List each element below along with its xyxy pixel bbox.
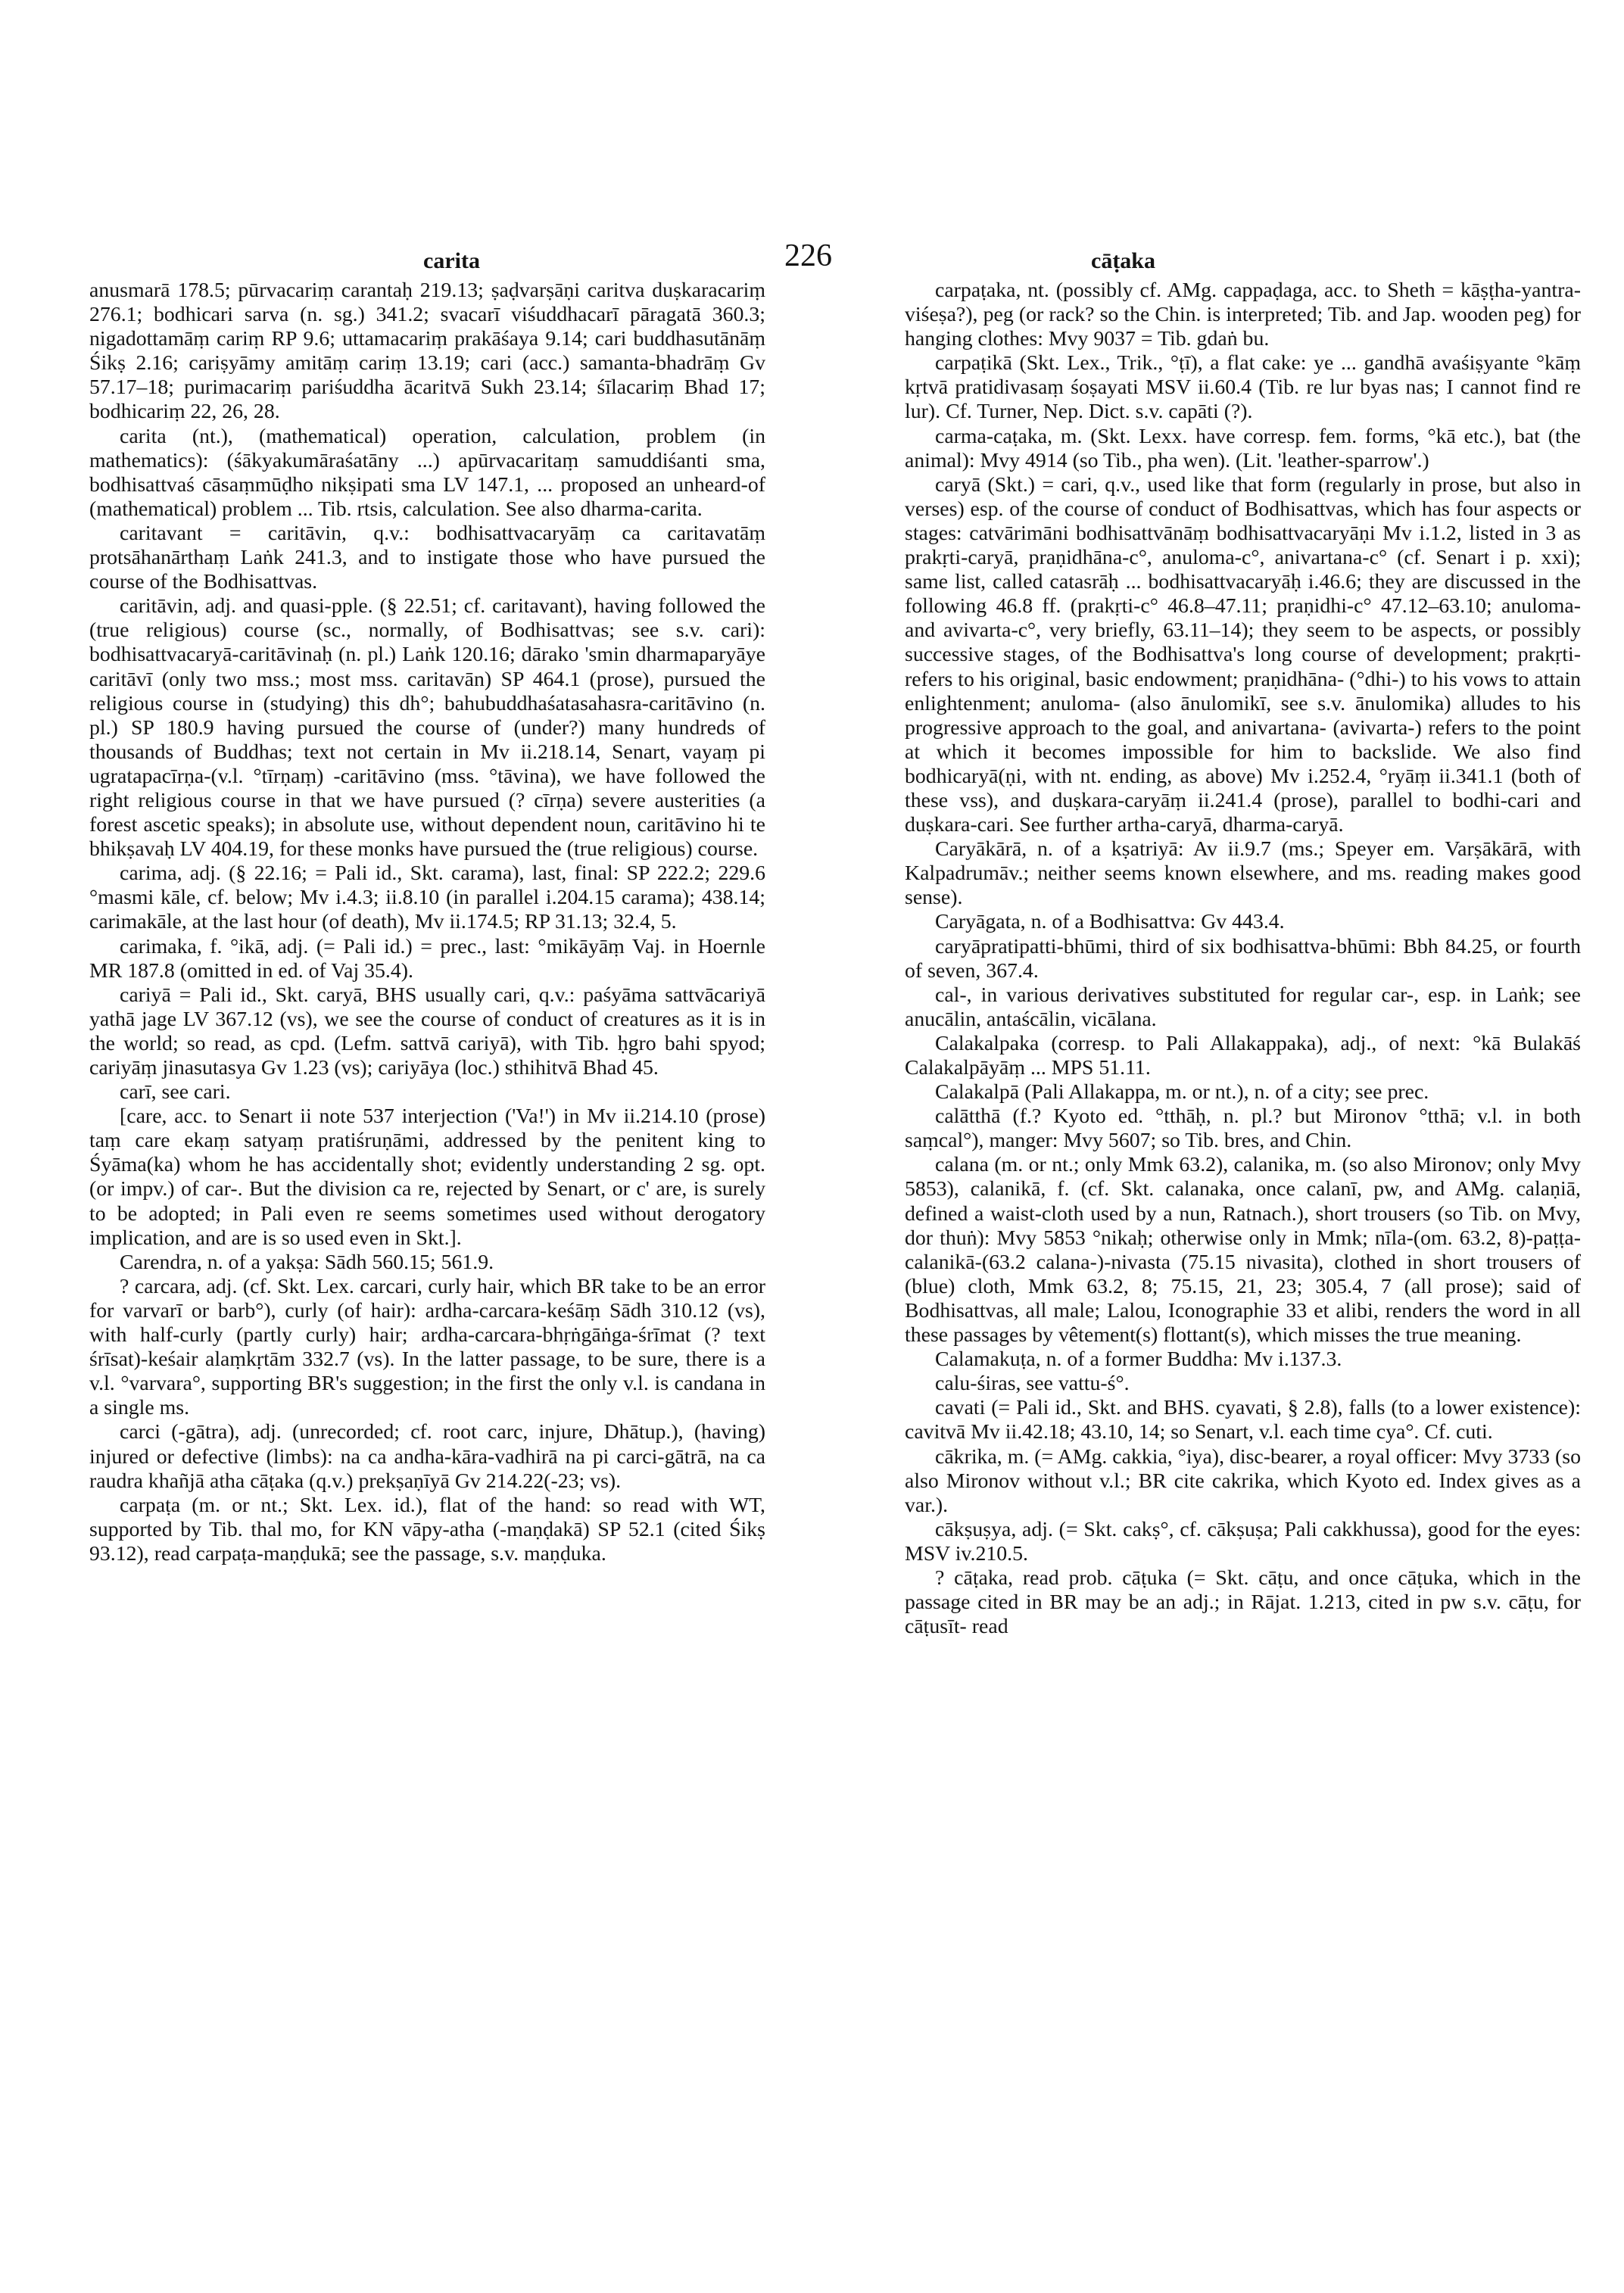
entry: caritavant = caritāvin, q.v.: bodhisattvacaryāṃ ca caritavatāṃ protsāhanārthaṃ Laṅk 241.3, and to instigate those who have pursued the course of the Bodhisattvas. [89, 521, 765, 594]
entry: calu-śiras, see vattu-ś°. [935, 1372, 1130, 1396]
left-column [89, 279, 765, 1566]
entry: anusmarā 178.5; pūrvacariṃ carantaḥ 219.13; ṣaḍvarṣāṇi caritva duṣkaracariṃ 276.1; bodhicari sarva (n. sg.) 341.2; svacarī viśuddhacarī pāragatā 360.3; nigadottamāṃ cariṃ RP 9.6; uttamacariṃ prakāśaya 9.14; cari buddhasutānāṃ Śikṣ 2.16; cariṣyāmy amitāṃ cariṃ 13.19; cari (acc.) samanta-bhadrāṃ Gv 57.17–18; purimacariṃ pariśuddha ācaritvā Sukh 23.14; śīlacariṃ Bhad 17; bodhicariṃ 22, 26, 28. [89, 279, 765, 424]
running-head-left: carita [423, 248, 480, 273]
entry: carita (nt.), (mathematical) operation, calculation, problem (in mathematics): (śākyakumāraśatāny ...) apūrvacaritaṃ samuddiśanti sma, bodhisattvaś cāsaṃmūḍho nikṣipati sma LV 147.1, ... proposed an unheard-of (mathematical) problem ... Tib. rtsis, calculation. See also dharma-carita. [89, 424, 765, 521]
entry: calana (m. or nt.; only Mmk 63.2), calanika, m. (so also Mironov; only Mvy 5853), calanikā, f. (cf. Skt. calanaka, once calanī, pw, and AMg. calaṇiā, defined a waist-cloth used by a nun, Ratnach.), short trousers (so Tib. on Mvy, dor thuṅ): Mvy 5853 °nikaḥ; otherwise only in Mmk; nīla-(om. 63.2, 8)-paṭṭa-calanikā-(63.2 calana-)-nivasta (75.15 nivasita), clothed in short trousers of (blue) cloth, Mmk 63.2, 8; 75.15, 21, 23; 305.4, 7 (all prose); said of Bodhisattvas, all male; Lalou, Iconographie 33 et alibi, renders the word in all these passages by vêtement(s) flottant(s), which misses the true meaning. [905, 1153, 1581, 1347]
entry: ? carcara, adj. (cf. Skt. Lex. carcari, curly hair, which BR take to be an error for varvarī or barb°), curly (of hair): ardha-carcara-keśāṃ Sādh 310.12 (vs), with half-curly (partly curly) hair; ardha-carcara-bhṛṅgāṅga-śrīmat (? text śrīsat)-keśair alaṃkṛtām 332.7 (vs). In the latter passage, to be sure, there is a v.l. °varvara°, supporting BR's suggestion; in the first the only v.l. is candana in a single ms. [89, 1274, 765, 1420]
entry: carci (-gātra), adj. (unrecorded; cf. root carc, injure, Dhātup.), (having) injured or defective (limbs): na ca andha-kāra-vadhirā na pi carci-gātrā, na ca raudra khañjā atha cāṭaka (q.v.) prekṣaṇīyā Gv 214.22(-23; vs). [89, 1420, 765, 1493]
entry: carima, adj. (§ 22.16; = Pali id., Skt. carama), last, final: SP 222.2; 229.6 °masmi kāle, cf. below; Mv i.4.3; ii.8.10 (in parallel i.204.15 carama); 438.14; carimakāle, at the last hour (of death), Mv ii.174.5; RP 31.13; 32.4, 5. [89, 861, 765, 934]
right-column [905, 279, 1581, 1639]
entry: caryā (Skt.) = cari, q.v., used like that form (regularly in prose, but also in verses) esp. of the course of conduct of Bodhisattvas, which has four aspects or stages: catvārimāni bodhisattvānāṃ bodhisattvacaryāṇi Mv i.1.2, listed in 3 as prakṛti-caryā, praṇidhāna-c°, anuloma-c°, anivartana-c° (cf. Senart i p. xxi); same list, called catasrāḥ ... bodhisattvacaryāḥ i.46.6; they are discussed in the following 46.8 ff. (prakṛti-c° 46.8–47.11; praṇidhi-c° 47.12–63.10; anuloma- and avivarta-c°, very briefly, 63.11–14); they seem to be aspects, or possibly successive stages, of the Bodhisattva's long course of development; prakṛti- refers to his original, basic endowment; praṇidhāna- (°dhi-) to his vows to attain enlightenment; anuloma- (also ānulomikī, see s.v. ānulomika) alludes to his progressive approach to the goal, and anivartana- (avivarta-) refers to the point at which it becomes impossible for him to backslide. We also find bodhicaryā(ṇi, with nt. ending, as above) Mv i.252.4, °ryāṃ ii.341.1 (both of these vss), and duṣkara-caryāṃ ii.241.4 (prose), parallel to bodhi-cari and duṣkara-cari. See further artha-caryā, dharma-caryā. [905, 472, 1581, 837]
entry: [care, acc. to Senart ii note 537 interjection ('Va!') in Mv ii.214.10 (prose) taṃ care ekaṃ satyaṃ pratiśruṇāmi, addressed by the penitent king to Śyāma(ka) whom he has accidentally shot; evidently understanding 2 sg. opt. (or impv.) of car-. But the division ca re, rejected by Senart, or c' are, is surely to be adopted; in Pali even re seems sometimes used without derogatory implication, and are is so used even in Skt.]. [89, 1104, 765, 1250]
entry: caryāpratipatti-bhūmi, third of six bodhisattva-bhūmi: Bbh 84.25, or fourth of seven, 367.4. [905, 934, 1581, 983]
entry: Calakalpaka (corresp. to Pali Allakappaka), adj., of next: °kā Bulakāś Calakalpāyāṃ ... MPS 51.11. [905, 1031, 1581, 1080]
entry: cākṣuṣya, adj. (= Skt. cakṣ°, cf. cākṣuṣa; Pali cakkhussa), good for the eyes: MSV iv.210.5. [905, 1517, 1581, 1566]
entry: Caryāgata, n. of a Bodhisattva: Gv 443.4. [935, 910, 1285, 934]
entry: carimaka, f. °ikā, adj. (= Pali id.) = prec., last: °mikāyāṃ Vaj. in Hoernle MR 187.8 (omitted in ed. of Vaj 35.4). [89, 934, 765, 983]
entry: Calakalpā (Pali Allakappa, m. or nt.), n. of a city; see prec. [935, 1080, 1429, 1104]
entry: carma-caṭaka, m. (Skt. Lexx. have corresp. fem. forms, °kā etc.), bat (the animal): Mvy 4914 (so Tib., pha wen). (Lit. 'leather-sparrow'.) [905, 424, 1581, 472]
entry: Carendra, n. of a yakṣa: Sādh 560.15; 561.9. [120, 1250, 494, 1274]
entry: caritāvin, adj. and quasi-pple. (§ 22.51; cf. caritavant), having followed the (true religious) course (sc., normally, of Bodhisattvas; see s.v. cari): bodhisattvacaryā-caritāvinaḥ (n. pl.) Laṅk 120.16; dārako 'smin dharmaparyāye caritāvī (only two mss.; most mss. caritavān) SP 464.1 (prose), pursued the religious course in (studying) this dh°; bahubuddhaśatasahasra-caritāvino (n. pl.) SP 180.9 having pursued the course of (under?) many hundreds of thousands of Buddhas; text not certain in Mv ii.218.14, Senart, vayaṃ pi ugratapacīrṇa-(v.l. °tīrṇaṃ) -caritāvino (mss. °tāvina), we have followed the right religious course in that we have pursued (? cīrṇa) severe austerities (a forest ascetic speaks); in absolute use, without dependent noun, caritāvino hi te bhikṣavaḥ LV 404.19, for these monks have pursued the (true religious) course. [89, 594, 765, 861]
entry: ? cāṭaka, read prob. cāṭuka (= Skt. cāṭu, and once cāṭuka, which in the passage cited in BR may be an adj.; in Rājat. 1.213, cited in pw s.v. cāṭu, for cāṭusīt- read [905, 1566, 1581, 1639]
entry: Calamakuṭa, n. of a former Buddha: Mv i.137.3. [935, 1347, 1342, 1372]
entry: carpaṭikā (Skt. Lex., Trik., °ṭī), a flat cake: ye ... gandhā avaśiṣyante °kāṃ kṛtvā pratidivasaṃ śoṣayati MSV ii.60.4 (Tib. re lur byas nas; I cannot find re lur). Cf. Turner, Nep. Dict. s.v. capāti (?). [905, 351, 1581, 424]
entry: cal-, in various derivatives substituted for regular car-, esp. in Laṅk; see anucālin, antaścālin, vicālana. [905, 983, 1581, 1031]
entry: cariyā = Pali id., Skt. caryā, BHS usually cari, q.v.: paśyāma sattvācariyā yathā jage LV 367.12 (vs), we see the course of conduct of creatures as it is in the world; so read, as cpd. (Lefm. sattvā cariyā), with Tib. ḥgro bahi spyod; cariyāṃ jinasutasya Gv 1.23 (vs); cariyāya (loc.) sthihitvā Bhad 45. [89, 983, 765, 1080]
entry: Caryākārā, n. of a kṣatriyā: Av ii.9.7 (ms.; Speyer em. Varṣākārā, with Kalpadrumāv.; neither seems known elsewhere, and ms. reading makes good sense). [905, 837, 1581, 910]
entry: carpaṭa (m. or nt.; Skt. Lex. id.), flat of the hand: so read with WT, supported by Tib. thal mo, for KN vāpy-atha (-maṇḍakā) SP 52.1 (cited Śikṣ 93.12), read carpaṭa-maṇḍukā; see the passage, s.v. maṇḍuka. [89, 1493, 765, 1566]
entry: cākrika, m. (= AMg. cakkia, °iya), disc-bearer, a royal officer: Mvy 3733 (so also Mironov without v.l.; BR cite cakrika, which Kyoto ed. Index gives as a var.). [905, 1444, 1581, 1517]
entry: carpaṭaka, nt. (possibly cf. AMg. cappaḍaga, acc. to Sheth = kāṣṭha-yantra-viśeṣa?), peg (or rack? so the Chin. is interpreted; Tib. and Jap. wooden peg) for hanging clothes: Mvy 9037 = Tib. gdaṅ bu. [905, 279, 1581, 351]
running-head-right: cāṭaka [1091, 248, 1155, 273]
entry: calātthā (f.? Kyoto ed. °tthāḥ, n. pl.? but Mironov °tthā; v.l. in both saṃcal°), manger: Mvy 5607; so Tib. bres, and Chin. [905, 1104, 1581, 1153]
page-number: 226 [784, 238, 832, 273]
entry: cavati (= Pali id., Skt. and BHS. cyavati, § 2.8), falls (to a lower existence): cavitvā Mv ii.42.18; 43.10, 14; so Senart, v.l. each time cya°. Cf. cuti. [905, 1396, 1581, 1444]
entry: carī, see cari. [120, 1080, 231, 1104]
